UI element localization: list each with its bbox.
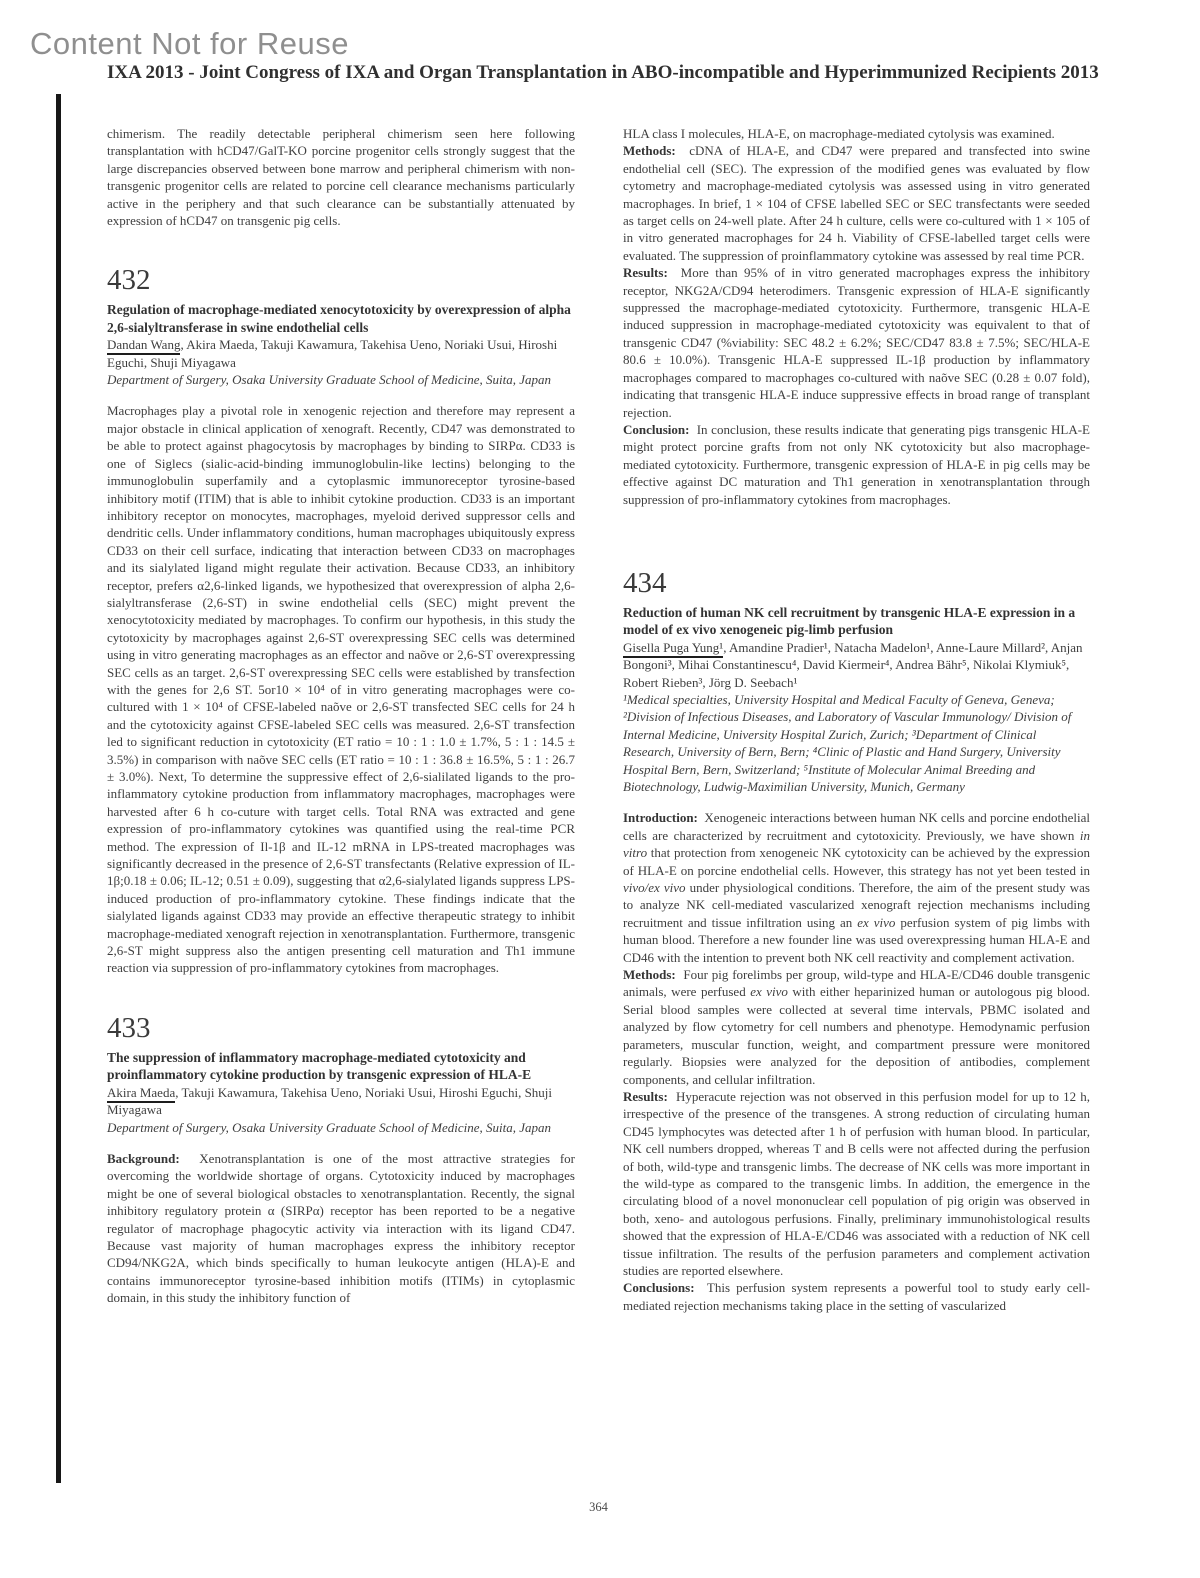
- abstract-433-conclusion-paragraph: Conclusion: In conclusion, these results indicate that generating pigs transgenic HLA-E might protect porcine grafts from not only NK cytotoxicity but also macrophage-mediated cytotoxicity. Furthermore, transgenic expression of HLA-E in pig cells may be effective against DC maturation and Th1 generation in xenotransplantation through suppression of pro-inflammatory cytokines from macrophages.: [623, 421, 1090, 507]
- abstract-433-background-paragraph: Background: Xenotransplantation is one of the most attractive strategies for overcoming the worldwide shortage of organs. Cytotoxicity induced by macrophages might be one of several biological obstacles to xenotransplantation. Recently, the signal inhibitory regulatory protein α (SIRPα) receptor has been reported to be a negative regulator of macrophage phagocytic activity via interaction with its ligand CD47. Because vast majority of human macrophages express the inhibitory receptor CD94/NKG2A, which binds specifically to human leukocyte antigen (HLA)-E and contains immunoreceptor tyrosine-based inhibition motifs (ITIMs) in cytoplasmic domain, in this study the inhibitory function of: [107, 1150, 575, 1306]
- continuation-paragraph: chimerism. The readily detectable peripheral chimerism seen here following transplantation with hCD47/GalT-KO porcine progenitor cells strongly suggest that the large discrepancies observed between bone marrow and peripheral chimerism with non-transgenic progenitor cells are related to porcine cell clearance mechanisms particularly active in the periphery and that such clearance can be substantially attenuated by expression of hCD47 on transgenic pig cells.: [107, 126, 575, 229]
- watermark-text: Content Not for Reuse: [30, 26, 349, 61]
- abstract-434-conclusions-paragraph: Conclusions: This perfusion system represents a powerful tool to study early cell-mediated rejection mechanisms taking place in the setting of vascularized: [623, 1280, 1090, 1313]
- abstract-affiliation: Department of Surgery, Osaka University Graduate School of Medicine, Suita, Japan: [107, 1119, 551, 1135]
- abstract-434-introduction-paragraph: Introduction: Xenogeneic interactions between human NK cells and porcine endothelial cells are characterized by recruitment and cytotoxicity. Previously, we have shown in vitro that protection from xenogeneic NK cytotoxicity can be achieved by the expression of HLA-E on porcine endothelial cells. However, this strategy has not yet been tested in vivo/ex vivo under physiological conditions. Therefore, the aim of the present study was to analyze NK cell-mediated vascularized xenograft rejection mechanisms including recruitment and tissue infiltration using an ex vivo perfusion system of pig limbs with human blood. Therefore a new founder line was used overexpressing human HLA-E and CD46 with the intention to prevent both NK cell reactivity and complement activation.: [623, 810, 1090, 965]
- abstract-affiliations: ¹Medical specialties, University Hospital and Medical Faculty of Geneva, Geneva; ²Division of Infectious Diseases, and Laboratory of Vascular Immunology/ Division of Internal Medicine, University Hospital Zurich, Zurich; ³Department of Clinical Research, University of Bern, Bern; ⁴Clinic of Plastic and Hand Surgery, University Hospital Bern, Bern, Switzerland; ⁵Institute of Molecular Animal Breeding and Biotechnology, Ludwig-Maximilian University, Munich, Germany: [623, 691, 1072, 794]
- presenting-author: Dandan Wang: [107, 337, 180, 355]
- page-number: 364: [589, 1500, 608, 1514]
- left-column: [107, 125, 575, 1307]
- abstract-authors: [623, 639, 1090, 691]
- abstract-434-header: [623, 568, 1090, 795]
- abstract-authors: [107, 336, 575, 371]
- abstract-433-continuation-paragraph: HLA class I molecules, HLA-E, on macrophage-mediated cytolysis was examined.: [623, 126, 1055, 141]
- abstract-434-methods-paragraph: Methods: Four pig forelimbs per group, wild-type and HLA-E/CD46 double transgenic animals, were perfused ex vivo with either heparinized human or autologous pig blood. Serial blood samples were collected at several time intervals, PBMC isolated and analyzed by flow cytometry for cell numbers and phenotype. Hemodynamic perfusion parameters, muscular function, weight, and compartment pressure were monitored regularly. Biopsies were analyzed for the deposition of antibodies, complement components, and cellular infiltration.: [623, 967, 1091, 1087]
- abstract-authors: [107, 1084, 575, 1119]
- coauthors: , Akira Maeda, Takuji Kawamura, Takehisa Ueno, Noriaki Usui, Hiroshi Eguchi, Shuji Miyagawa: [107, 337, 558, 370]
- abstract-432-body: Macrophages play a pivotal role in xenogenic rejection and therefore may represent a major obstacle in clinical application of xenograft. Recently, CD47 was demonstrated to be able to protect against phagocytosis by macrophages by binding to SIRPα. CD33 is one of Siglecs (sialic-acid-binding immunoglobulin-like lectins) belonging to the immunoglobulin superfamily and a cytoplasmic immunoreceptor tyrosine-based inhibitory motif (ITIM) that is able to inhibit cytokine production. CD33 is an important inhibitory receptor on monocytes, macrophages, myeloid derived suppressor cells and dendritic cells. Under inflammatory conditions, human macrophages ubiquitously express CD33 on their cell surface, indicating that interaction between CD33 on macrophages and its sialylated ligand might regulate their activation. Because CD33, an inhibitory receptor, prefers α2,6-linked ligands, we hypothesized that overexpression of alpha 2,6-sialyltransferase (2,6-ST) in swine endothelial cells (SEC) might prevent the xenocytotoxicity mediated by macrophages. To confirm our hypothesis, in this study the cytotoxicity by macrophages against 2,6-ST overexpressing SEC cells was determined using in vitro generating macrophages as an effector and naõve or 2,6-ST overexpressing SEC cells as an target. 2,6-ST overexpressing SEC cells were established by transfection with the genes for 2,6 ST. 5or10 × 10⁴ of in vitro generating macrophages were co-cultured with 1 × 10⁴ of CFSE-labeled naõve or 2,6-ST transfected SEC cells for 24 h and the cytotoxicity against CFSE-labeled SEC cells was measured. 2,6-ST transfection led to significant reduction in cytotoxicity (ET ratio = 10 : 1 : 1.0 ± 1.7%, 5 : 1 : 14.5 ± 3.5%) in comparison with naõve SEC cells (ET ratio = 10 : 1 : 36.8 ± 16.5%, 5 : 1 : 26.7 ± 3.0%). Next, To determine the suppressive effect of 2,6-sialilated ligands to the pro-inflammatory cytokine production from inflammatory macrophages, macrophages were harvested after 6 h co-cuture with target cells. Total RNA was extracted and gene expression of pro-inflammatory cytokines was quantified using the real-time PCR method. The expression of Il-1β and IL-12 mRNA in LPS-treated macrophages was significantly decreased in the presence of 2,6-ST transfectants (Relative expression of IL-1β;0.18 ± 0.06; IL-12; 0.51 ± 0.09), suggesting that α2,6-sialylated ligands suppress LPS-induced production of pro-inflammatory cytokine. These findings indicate that the sialylated ligands against CD33 may provide an effective therapeutic strategy to inhibit macrophage-mediated xenograft rejection in xenotransplantation. Furthermore, transgenic 2,6-ST might suppress also the antigen presenting cell maturation and Th1 immune reaction via suppression of pro-inflammatory cytokines from macrophages.: [107, 403, 575, 976]
- page-title: IXA 2013 - Joint Congress of IXA and Organ Transplantation in ABO-incompatible and Hyperimmunized Recipients 2013: [107, 62, 1099, 83]
- abstract-title: Reduction of human NK cell recruitment by transgenic HLA-E expression in a model of ex vivo xenogeneic pig-limb perfusion: [623, 604, 1076, 638]
- presenting-author: Akira Maeda: [107, 1085, 175, 1103]
- presenting-author: Gisella Puga Yung¹: [623, 640, 723, 658]
- abstract-number: 432: [107, 264, 151, 297]
- coauthors: , Amandine Pradier¹, Natacha Madelon¹, Anne-Laure Millard², Anjan Bongoni³, Mihai Constantinescu⁴, David Kiermeir⁴, Andrea Bähr⁵, Nikolai Klymiuk⁵, Robert Rieben³, Jörg D. Seebach¹: [623, 639, 1083, 690]
- abstract-title: The suppression of inflammatory macrophage-mediated cytotoxicity and proinflammatory cytokine production by transgenic expression of HLA-E: [107, 1049, 532, 1083]
- scan-edge-bar: [56, 94, 61, 1483]
- coauthors: , Takuji Kawamura, Takehisa Ueno, Noriaki Usui, Hiroshi Eguchi, Shuji Miyagawa: [107, 1084, 553, 1118]
- abstract-433-results-paragraph: Results: More than 95% of in vitro generated macrophages express the inhibitory receptor, NKG2A/CD94 heterodimers. Transgenic expression of HLA-E significantly suppressed the macrophage-mediated cytotoxicity. Furthermore, transgenic HLA-E induced suppression in macrophage-mediated cytotoxicity was equivalent to that of transgenic CD47 (%viability: SEC 48.2 ± 6.2%; SEC/CD47 83.8 ± 7.5%; SEC/HLA-E 80.6 ± 10.0%). Transgenic HLA-E suppressed IL-1β production by inflammatory macrophages compared to macrophages co-cultured with naõve SEC (0.28 ± 0.07 fold), indicating that transgenic HLA-E induce suppressive effects in broad range of transplant rejection.: [623, 265, 1091, 420]
- abstract-433-header: [107, 1013, 575, 1136]
- abstract-title: Regulation of macrophage-mediated xenocytotoxicity by overexpression of alpha 2,6-sialyltransferase in swine endothelial cells: [107, 302, 571, 335]
- abstract-number: 433: [107, 1011, 151, 1044]
- abstract-433-methods-paragraph: Methods: cDNA of HLA-E, and CD47 were prepared and transfected into swine endothelial cell (SEC). The expression of the modified genes was evaluated by flow cytometry and macrophage-mediated cytolysis was assessed using in vitro generated macrophages. In brief, 1 × 104 of CFSE labelled SEC or SEC transfectants were seeded as target cells on 24-well plate. After 24 h culture, cells were co-cultured with 1 × 105 of in vitro generated macrophages for 24 h. Viability of CFSE-labelled target cells were evaluated. The suppression of proinflammatory cytokine was assessed by real time PCR.: [623, 143, 1090, 263]
- abstract-number: 434: [623, 566, 667, 599]
- abstract-432-header: [107, 265, 575, 388]
- abstract-434-results-paragraph: Results: Hyperacute rejection was not observed in this perfusion model for up to 12 h, irrespective of the presence of the transgenes. A strong reduction of circulating human CD45 lymphocytes was detected after 1 h of perfusion with human blood. In particular, NK cell numbers dropped, whereas T and B cells were not affected during the perfusion of both, wild-type and transgenic limbs. The decrease of NK cells was more important in the wild-type as compared to the transgenic limbs. In addition, the emergence in the circulating blood of a novel mononuclear cell population of pig origin was observed in both, xeno- and autologous perfusions. Finally, preliminary immunohistological results showed that the expression of HLA-E/CD46 was associated with a reduction of NK cell tissue infiltration. The results of the perfusion parameters and complement activation studies are reported elsewhere.: [623, 1088, 1091, 1278]
- right-column: [623, 125, 1090, 1314]
- abstract-affiliation: Department of Surgery, Osaka University Graduate School of Medicine, Suita, Japan: [107, 372, 551, 388]
